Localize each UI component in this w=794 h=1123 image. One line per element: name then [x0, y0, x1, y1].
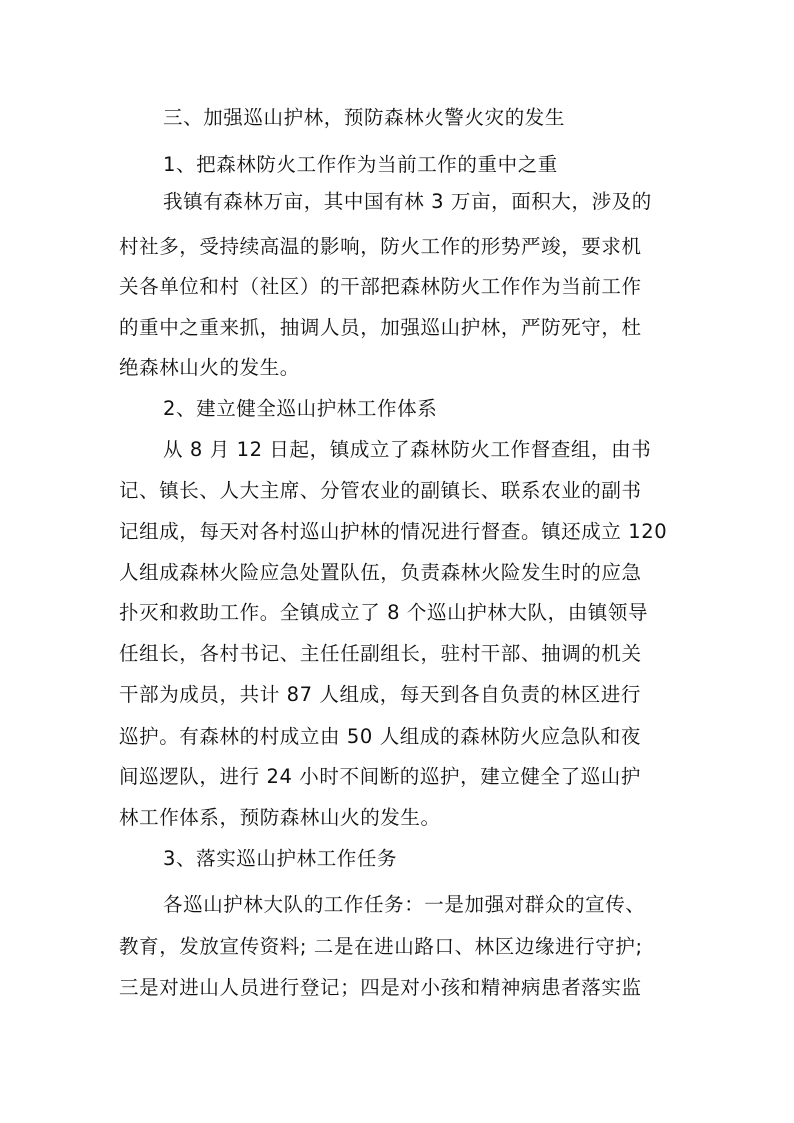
paragraph-1-line-3: 关各单位和村（社区）的干部把森林防火工作作为当前工作: [119, 275, 642, 298]
subheading-1: 1、把森林防火工作作为当前工作的重中之重: [163, 153, 558, 176]
paragraph-1-line-1: 我镇有森林万亩，其中国有林 3 万亩，面积大，涉及的: [163, 190, 652, 213]
paragraph-2-line-10: 林工作体系，预防森林山火的发生。: [119, 806, 441, 829]
subheading-2: 2、建立健全巡山护林工作体系: [163, 397, 438, 420]
paragraph-2-line-6: 任组长，各村书记、主任任副组长，驻村干部、抽调的机关: [119, 642, 642, 665]
paragraph-2-line-5: 扑灭和救助工作。全镇成立了 8 个巡山护林大队，由镇领导: [119, 601, 649, 624]
section-heading: 三、加强巡山护林，预防森林火警火灾的发生: [163, 106, 566, 129]
paragraph-1-line-5: 绝森林山火的发生。: [119, 356, 300, 379]
paragraph-1-line-4: 的重中之重来抓，抽调人员，加强巡山护林，严防死守，杜: [119, 316, 642, 339]
paragraph-2-line-7: 干部为成员，共计 87 人组成，每天到各自负责的林区进行: [119, 683, 642, 706]
paragraph-3-line-3: 三是对进山人员进行登记；四是对小孩和精神病患者落实监: [119, 976, 642, 999]
paragraph-3-line-1: 各巡山护林大队的工作任务：一是加强对群众的宣传、: [163, 893, 646, 916]
paragraph-2-line-2: 记、镇长、人大主席、分管农业的副镇长、联系农业的副书: [119, 479, 642, 502]
paragraph-2-line-1: 从 8 月 12 日起，镇成立了森林防火工作督查组，由书: [163, 438, 652, 461]
paragraph-1-line-2: 村社多，受持续高温的影响，防火工作的形势严竣，要求机: [119, 235, 642, 258]
paragraph-2-line-4: 人组成森林火险应急处置队伍，负责森林火险发生时的应急: [119, 561, 642, 584]
paragraph-2-line-8: 巡护。有森林的村成立由 50 人组成的森林防火应急队和夜: [119, 725, 642, 748]
subheading-3: 3、落实巡山护林工作任务: [163, 847, 398, 870]
paragraph-3-line-2: 教育，发放宣传资料; 二是在进山路口、林区边缘进行守护;: [119, 935, 643, 958]
paragraph-2-line-3: 记组成，每天对各村巡山护林的情况进行督查。镇还成立 120: [119, 520, 668, 543]
paragraph-2-line-9: 间巡逻队，进行 24 小时不间断的巡护，建立健全了巡山护: [119, 765, 642, 788]
